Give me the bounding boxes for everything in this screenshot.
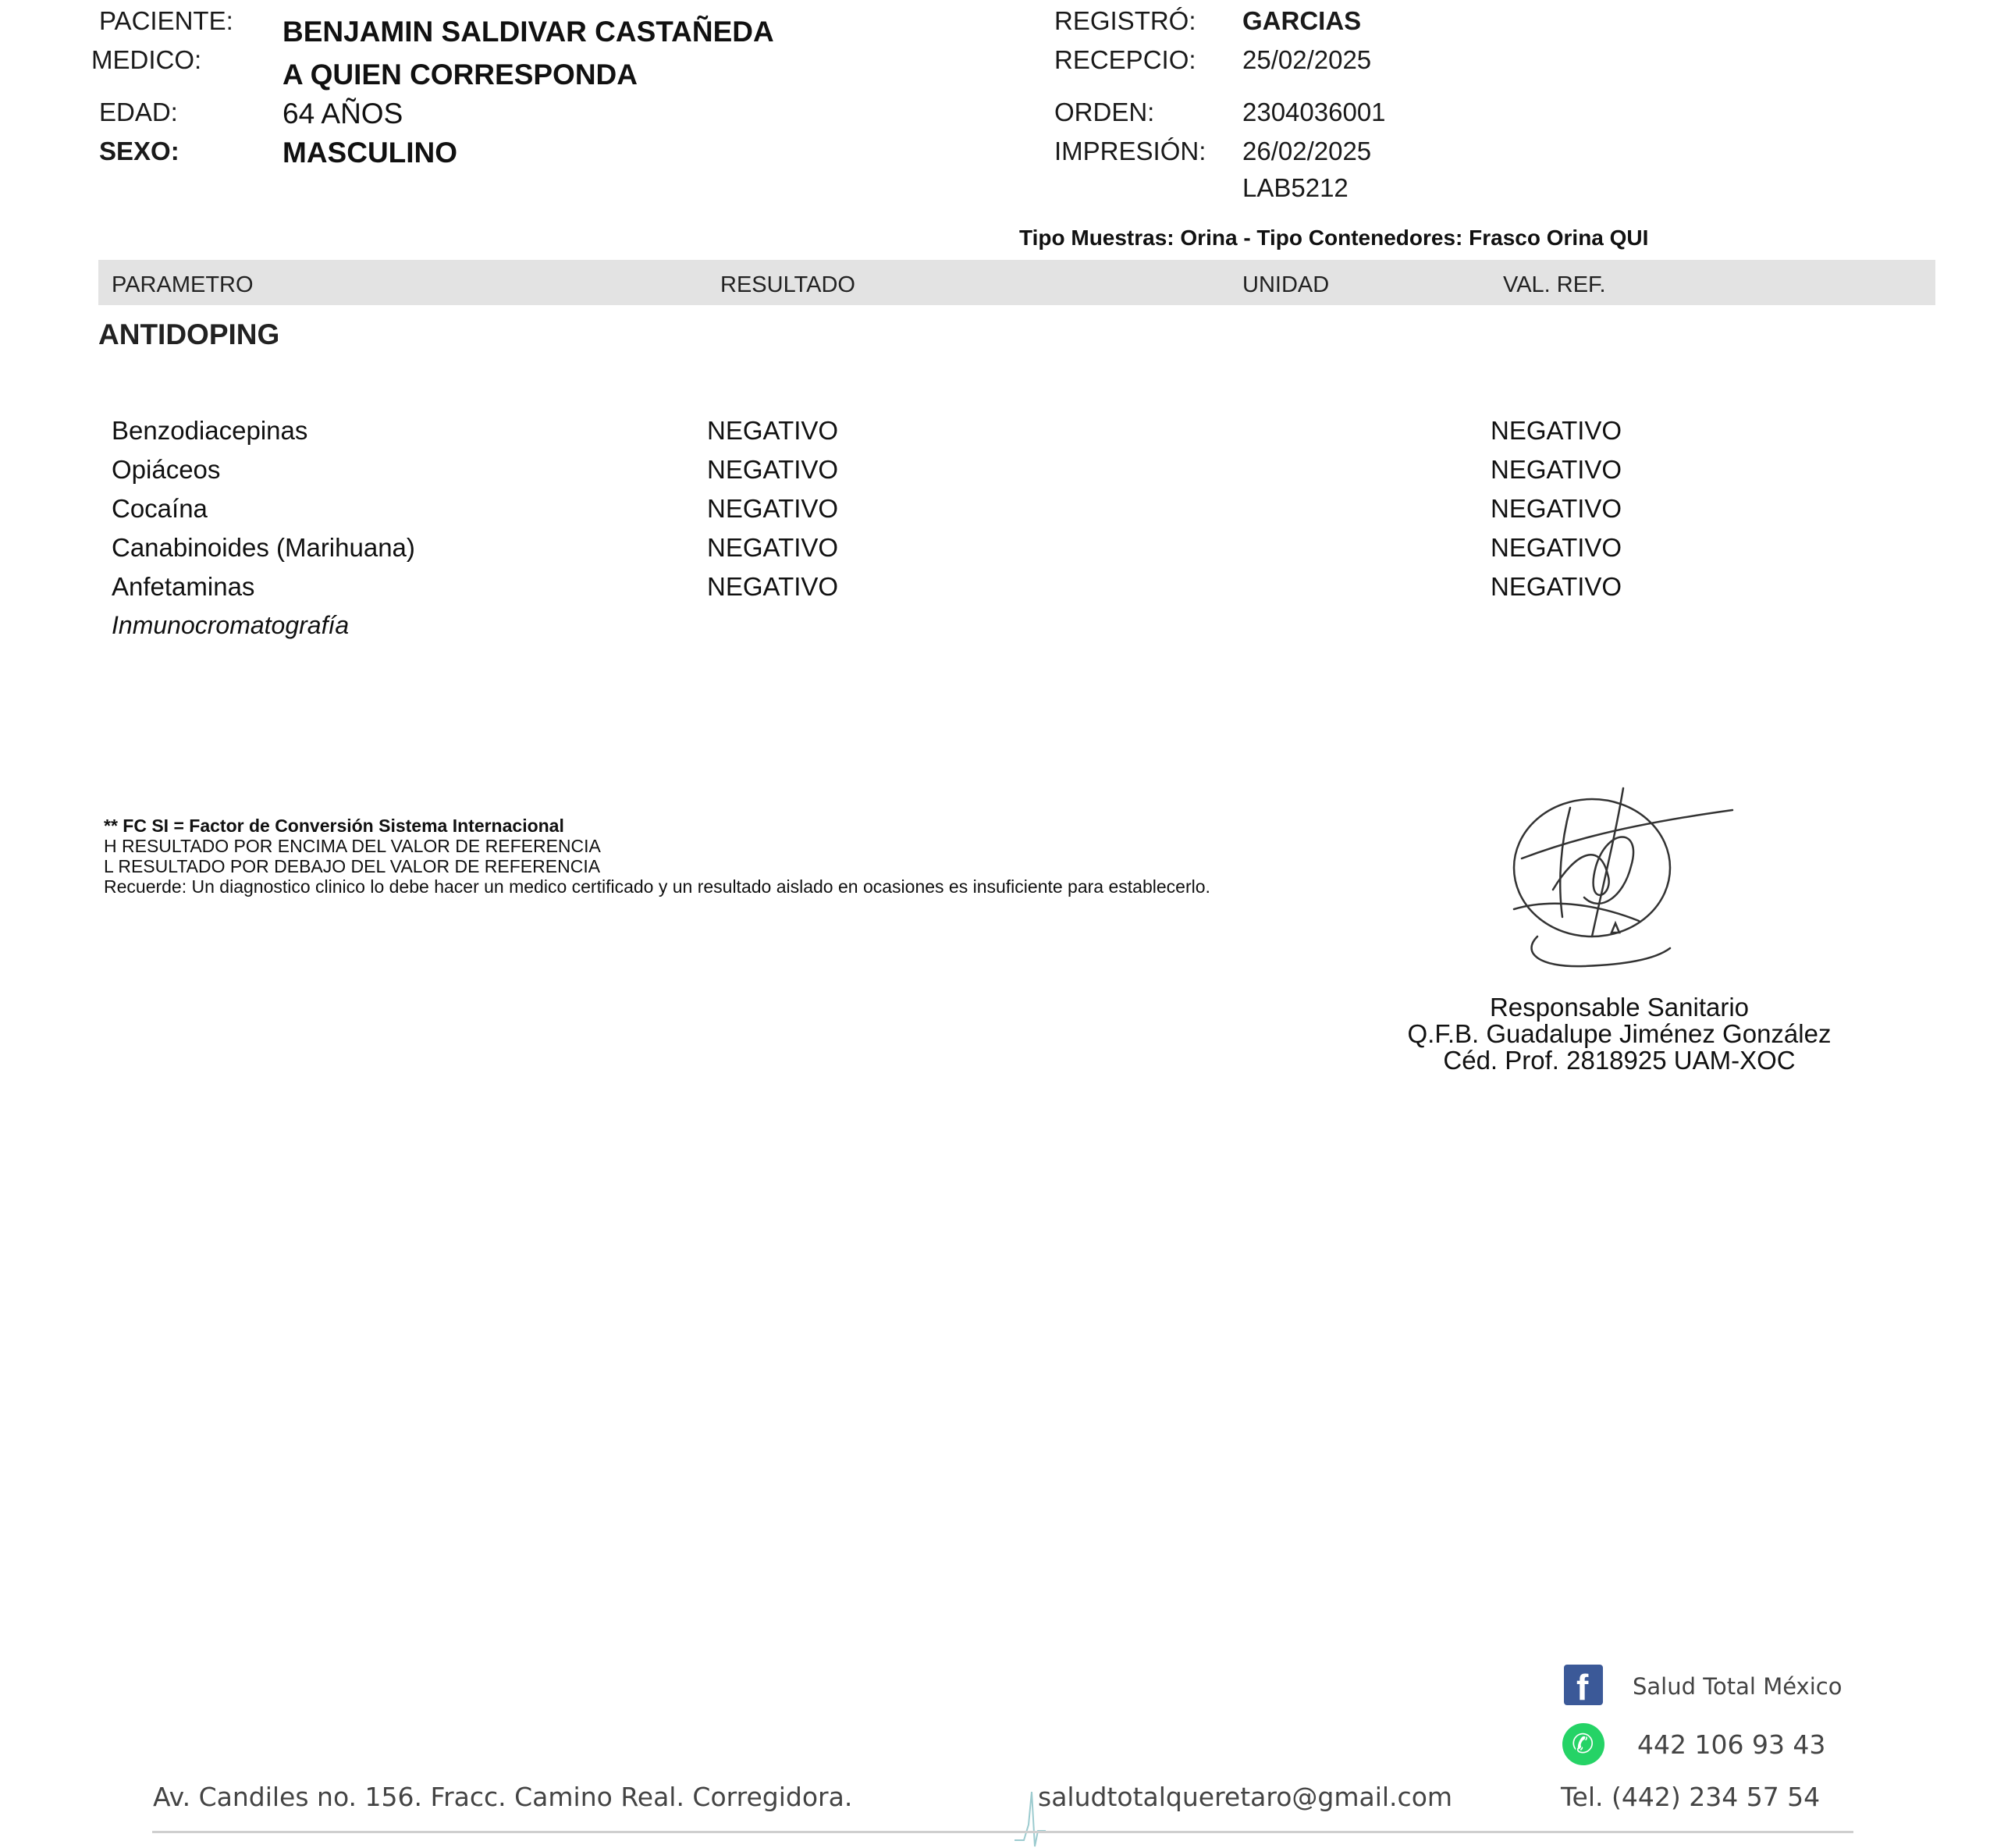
registered-label: REGISTRÓ: [1054, 6, 1196, 35]
row-parameter: Cocaína [112, 494, 208, 523]
facebook-icon[interactable]: f [1564, 1665, 1603, 1705]
phone-number[interactable]: Tel. (442) 234 57 54 [1561, 1782, 1821, 1812]
sample-info: Tipo Muestras: Orina - Tipo Contenedores: Frasco Orina QUI [1019, 226, 1649, 250]
note-line: L RESULTADO POR DEBAJO DEL VALOR DE REFERENCIA [104, 856, 601, 876]
patient-name: BENJAMIN SALDIVAR CASTAÑEDA [283, 16, 774, 48]
signer-name: Q.F.B. Guadalupe Jiménez González [1407, 1019, 1832, 1048]
row-reference: NEGATIVO [1491, 494, 1622, 523]
print-date: 26/02/2025 [1242, 137, 1372, 165]
patient-label: PACIENTE: [99, 6, 233, 35]
row-parameter: Benzodiacepinas [112, 416, 308, 445]
facebook-page[interactable]: Salud Total México [1633, 1673, 1843, 1700]
row-result: NEGATIVO [707, 572, 839, 601]
order-label: ORDEN: [1054, 98, 1155, 126]
order-number: 2304036001 [1242, 98, 1386, 126]
reception-label: RECEPCIO: [1054, 45, 1196, 74]
row-parameter: Anfetaminas [112, 572, 255, 601]
email-link[interactable]: saludtotalqueretaro@gmail.com [1038, 1782, 1453, 1812]
col-reference: VAL. REF. [1503, 272, 1606, 297]
notes-block [104, 816, 1210, 897]
reception-date: 25/02/2025 [1242, 45, 1372, 74]
sex-value: MASCULINO [283, 137, 458, 169]
whatsapp-icon[interactable]: ✆ [1562, 1723, 1604, 1765]
row-reference: NEGATIVO [1491, 572, 1622, 601]
note-line: ** FC SI = Factor de Conversión Sistema Internacional [104, 816, 564, 836]
row-result: NEGATIVO [707, 533, 839, 562]
signature-image [1506, 780, 1740, 976]
row-result: NEGATIVO [707, 416, 839, 445]
whatsapp-number[interactable]: 442 106 93 43 [1637, 1729, 1826, 1760]
col-unit: UNIDAD [1242, 272, 1330, 297]
row-reference: NEGATIVO [1491, 455, 1622, 484]
signer-role: Responsable Sanitario [1489, 993, 1750, 1022]
signer-license: Céd. Prof. 2818925 UAM-XOC [1443, 1046, 1796, 1075]
method-note: Inmunocromatografía [112, 611, 350, 639]
row-reference: NEGATIVO [1491, 416, 1622, 445]
col-result: RESULTADO [720, 272, 855, 297]
age-label: EDAD: [99, 98, 178, 126]
print-label: IMPRESIÓN: [1054, 137, 1206, 165]
address: Av. Candiles no. 156. Fracc. Camino Real. Corregidora. [153, 1782, 853, 1812]
note-line: H RESULTADO POR ENCIMA DEL VALOR DE REFERENCIA [104, 836, 601, 856]
row-parameter: Opiáceos [112, 455, 221, 484]
row-result: NEGATIVO [707, 455, 839, 484]
lab-code: LAB5212 [1242, 173, 1349, 202]
col-parameter: PARAMETRO [112, 272, 254, 297]
doctor-name: A QUIEN CORRESPONDA [283, 59, 638, 91]
doctor-label: MEDICO: [91, 45, 202, 74]
age-value: 64 AÑOS [283, 98, 403, 130]
row-parameter: Canabinoides (Marihuana) [112, 533, 415, 562]
section-title: ANTIDOPING [98, 318, 280, 350]
sex-label: SEXO: [99, 137, 179, 165]
note-line: Recuerde: Un diagnostico clinico lo debe hacer un medico certificado y un resultado aislado en ocasiones es insuficiente para establecerlo. [104, 876, 1210, 897]
row-result: NEGATIVO [707, 494, 839, 523]
registered-value: GARCIAS [1242, 6, 1362, 35]
results-table-header [98, 260, 1935, 305]
row-reference: NEGATIVO [1491, 533, 1622, 562]
footer-divider [152, 1831, 1853, 1833]
